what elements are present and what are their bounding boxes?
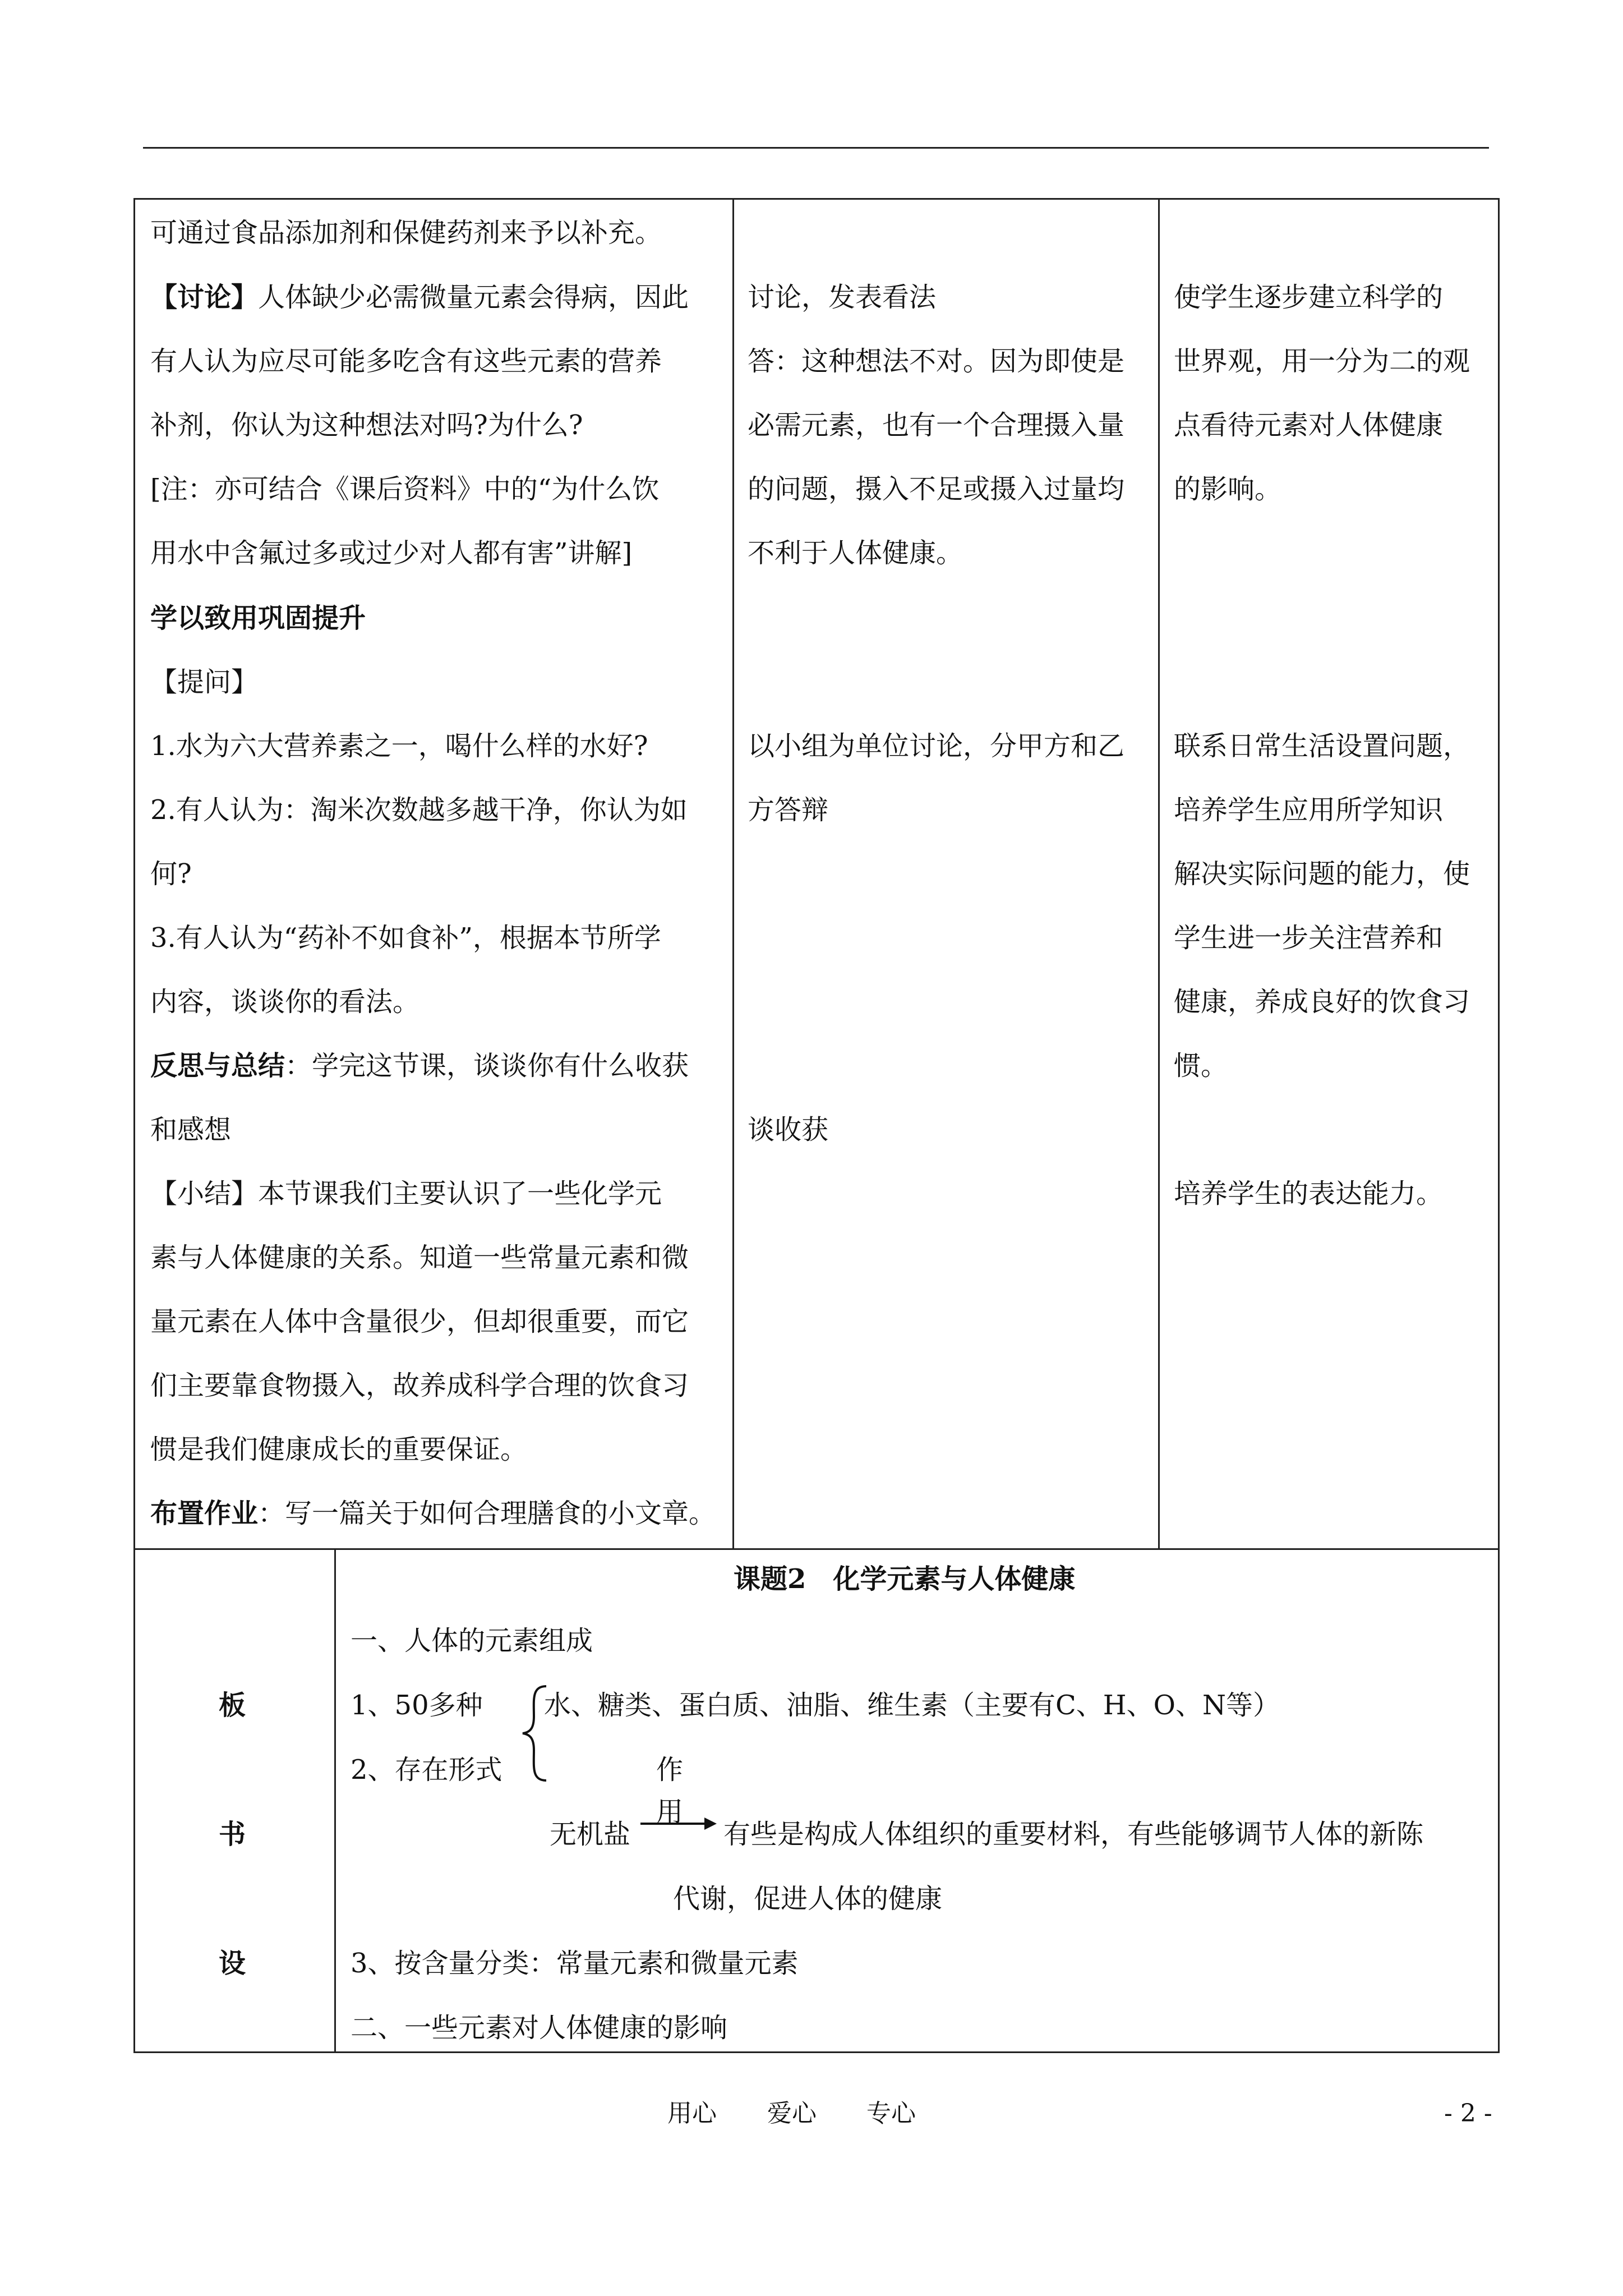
text-line: 反思与总结：学完这节课，谈谈你有什么收获 — [150, 1050, 689, 1082]
footer-motto-2: 爱心 — [767, 2099, 817, 2128]
board-line: 代谢，促进人体的健康 — [673, 1883, 943, 1915]
homework-label: 布置作业 — [150, 1498, 259, 1529]
board-caption-3: 设 — [219, 1948, 246, 1979]
text-line: 世界观，用一分为二的观 — [1174, 346, 1470, 377]
column-divider-2 — [1158, 198, 1160, 1550]
section-heading: 学以致用巩固提升 — [150, 602, 366, 634]
arrow-icon — [639, 1815, 718, 1832]
text-line: 布置作业：写一篇关于如何合理膳食的小文章。 — [150, 1498, 716, 1529]
text-line: 【讨论】人体缺少必需微量元素会得病，因此 — [150, 282, 689, 313]
tag-question: 【提问】 — [150, 666, 259, 698]
text-line: 用水中含氟过多或过少对人都有害”讲解] — [150, 537, 633, 569]
board-line: 2、存在形式 — [351, 1754, 502, 1786]
text-line: 使学生逐步建立科学的 — [1174, 282, 1444, 313]
board-line: 二、一些元素对人体健康的影响 — [351, 2012, 728, 2044]
reflection-label: 反思与总结 — [150, 1050, 285, 1082]
board-caption-2: 书 — [219, 1819, 246, 1850]
text-line: 有人认为应尽可能多吃含有这些元素的营养 — [150, 346, 662, 377]
text-line: 培养学生的表达能力。 — [1174, 1178, 1444, 1209]
arrow-label: 用 — [656, 1796, 684, 1828]
text-line: 可通过食品添加剂和保健药剂来予以补充。 — [150, 217, 662, 249]
text-line: 1.水为六大营养素之一，喝什么样的水好? — [150, 730, 648, 762]
text-line: 和感想 — [150, 1114, 232, 1145]
text-line: 解决实际问题的能力，使 — [1174, 858, 1470, 890]
text-line: 补剂，你认为这种想法对吗?为什么? — [150, 409, 583, 441]
text-line: 3.有人认为“药补不如食补”，根据本节所学 — [150, 922, 661, 954]
text-line: 培养学生应用所学知识 — [1174, 794, 1444, 826]
board-caption-1: 板 — [219, 1690, 246, 1721]
text-line: 素与人体健康的关系。知道一些常量元素和微 — [150, 1242, 689, 1273]
board-caption-divider — [334, 1548, 336, 2053]
text-line: 必需元素，也有一个合理摄入量 — [748, 409, 1125, 441]
tag-summary: 【小结】 — [150, 1178, 259, 1209]
text-line: 的问题，摄入不足或摄入过量均 — [748, 473, 1125, 505]
text-line: 以小组为单位讨论，分甲方和乙 — [748, 730, 1125, 762]
column-divider-1 — [732, 198, 734, 1550]
text-line: [注：亦可结合《课后资料》中的“为什么饮 — [150, 473, 660, 505]
board-line: 水、糖类、蛋白质、油脂、维生素（主要有C、H、O、N等） — [544, 1690, 1280, 1721]
board-line: 一、人体的元素组成 — [351, 1625, 593, 1657]
text-line: 量元素在人体中含量很少，但却很重要，而它 — [150, 1306, 689, 1337]
text-line: 讨论，发表看法 — [748, 282, 937, 313]
text-line: 内容，谈谈你的看法。 — [150, 986, 420, 1018]
board-line: 1、50多种 — [351, 1690, 483, 1721]
text-line: 谈收获 — [748, 1114, 829, 1145]
board-title: 课题2 化学元素与人体健康 — [734, 1563, 1076, 1595]
text-line: 们主要靠食物摄入，故养成科学合理的饮食习 — [150, 1370, 689, 1401]
text-line: 联系日常生活设置问题， — [1174, 730, 1470, 762]
text-line: 惯是我们健康成长的重要保证。 — [150, 1434, 528, 1465]
text-line: 点看待元素对人体健康 — [1174, 409, 1444, 441]
header-rule — [143, 147, 1489, 149]
board-line: 无机盐 — [550, 1819, 631, 1850]
arrow-label: 作 — [656, 1754, 684, 1786]
text-line: 不利于人体健康。 — [748, 537, 963, 569]
board-design-table — [133, 1548, 1500, 2053]
board-line: 有些是构成人体组织的重要材料，有些能够调节人体的新陈 — [723, 1819, 1424, 1850]
text-line: 方答辩 — [748, 794, 829, 826]
footer-motto-3: 专心 — [866, 2099, 916, 2128]
footer-motto-1: 用心 — [667, 2099, 717, 2128]
tag-discussion: 【讨论】 — [150, 282, 259, 313]
text-line: 【小结】本节课我们主要认识了一些化学元 — [150, 1178, 662, 1209]
board-line: 3、按含量分类：常量元素和微量元素 — [351, 1948, 799, 1979]
text-line: 答：这种想法不对。因为即使是 — [748, 346, 1125, 377]
text-line: 的影响。 — [1174, 473, 1282, 505]
page-number: - 2 - — [1444, 2099, 1492, 2128]
text-line: 健康，养成良好的饮食习 — [1174, 986, 1470, 1018]
text-line: 惯。 — [1174, 1050, 1228, 1082]
text-line: 何? — [150, 858, 192, 890]
text-line: 2.有人认为：淘米次数越多越干净，你认为如 — [150, 794, 688, 826]
text-line: 学生进一步关注营养和 — [1174, 922, 1444, 954]
